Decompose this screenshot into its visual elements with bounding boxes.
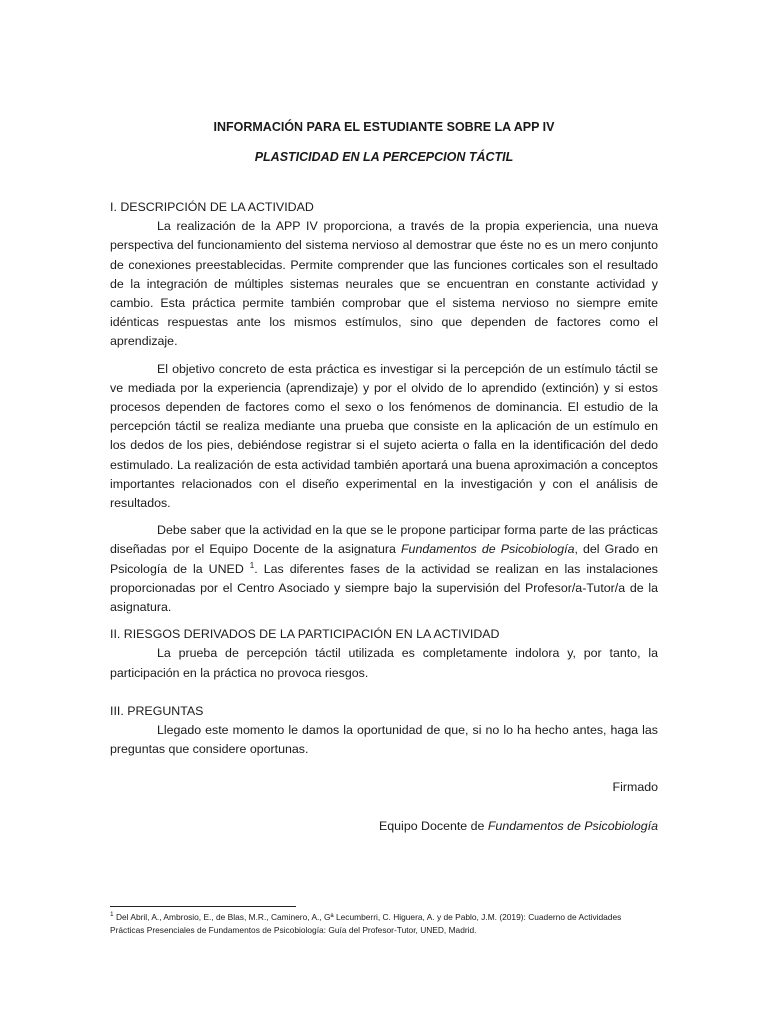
footnote-mark: 1 [110,911,114,919]
section-heading-riesgos: II. RIESGOS DERIVADOS DE LA PARTICIPACIÓN EN LA ACTIVIDAD [110,627,500,642]
footnote-text: Del Abril, A., Ambrosio, E., de Blas, M.R., Caminero, A., Gª Lecumberri, C. Higuera, A. y de Pablo, J.M. (2019): Cuaderno de Actividades Prácticas Presenciales de Fundamentos de Psicobiología: Guía del Profesor-Tutor, UNED, Madrid. [110,912,622,935]
document-body [110,198,658,836]
document-title: INFORMACIÓN PARA EL ESTUDIANTE SOBRE LA APP IV [213,120,555,134]
footnote-divider [110,906,296,907]
paragraph-preguntas: Llegado este momento le damos la oportunidad de que, si no lo ha hecho antes, haga las preguntas que considere oportunas. [110,723,658,757]
paragraph-descripcion-2: El objetivo concreto de esta práctica es investigar si la percepción de un estímulo táctil se ve mediada por la experiencia (aprendizaje) y por el olvido de lo aprendido (extinción) y si estos procesos dependen de factores como el sexo o los fenómenos de dominancia. El estudio de la percepción táctil se realiza mediante una prueba que consiste en la aplicación de un estímulo en los dedos de los pies, debiéndose registrar si el sujeto acierta o falla en la identificación del dedo estimulado. La realización de esta actividad también aportará una buena aproximación a conceptos importantes relacionados con el diseño experimental en la investigación y con el análisis de resultados. [110,361,658,511]
paragraph-3-text-c: . Las diferentes fases de la actividad se realizan en las instalaciones proporcionadas por el Centro Asociado y siempre bajo la supervisión del Profesor/a-Tutor/a de la asignatura. [110,561,658,615]
paragraph-3-text-b: , del Grado en Psicología de la UNED [110,542,659,576]
footnote-reference: 1 [249,560,255,570]
section-heading-descripcion: I. DESCRIPCIÓN DE LA ACTIVIDAD [110,200,314,214]
paragraph-3-text-a: Debe saber que la actividad en la que se le propone participar forma parte de las prácticas diseñadas por el Equipo Docente de la asignatura [110,523,658,557]
paragraph-descripcion-1: La realización de la APP IV proporciona, a través de la propia experiencia, una nueva perspectiva del funcionamiento del sistema nervioso al demostrar que éste no es un mero conjunto de conexiones preestablecidas. Permite comprender que las funciones corticales son el resultado de la integración de múltiples sistemas neurales que se encuentran en constante actividad y cambio. Esta práctica permite también comprobar que el sistema nervioso no siempre emite idénticas respuestas ante los mismos estímulos, sino que dependen de factores como el aprendizaje. [110,219,658,349]
footnote [110,911,658,936]
signature-signed: Firmado [612,780,658,795]
signature-team [110,817,658,836]
section-heading-preguntas: III. PREGUNTAS [110,703,204,718]
paragraph-riesgos: La prueba de percepción táctil utilizada es completamente indolora y, por tanto, la participación en la práctica no provoca riesgos. [110,646,658,680]
signature-team-course: Fundamentos de Psicobiología [487,818,658,833]
footnote-text-line [110,911,658,936]
document-subtitle: PLASTICIDAD EN LA PERCEPCION TÁCTIL [254,150,514,164]
signature-team-prefix: Equipo Docente de [379,818,488,833]
course-name-italic: Fundamentos de Psicobiología [400,542,575,557]
paragraph-descripcion-3 [110,521,658,617]
